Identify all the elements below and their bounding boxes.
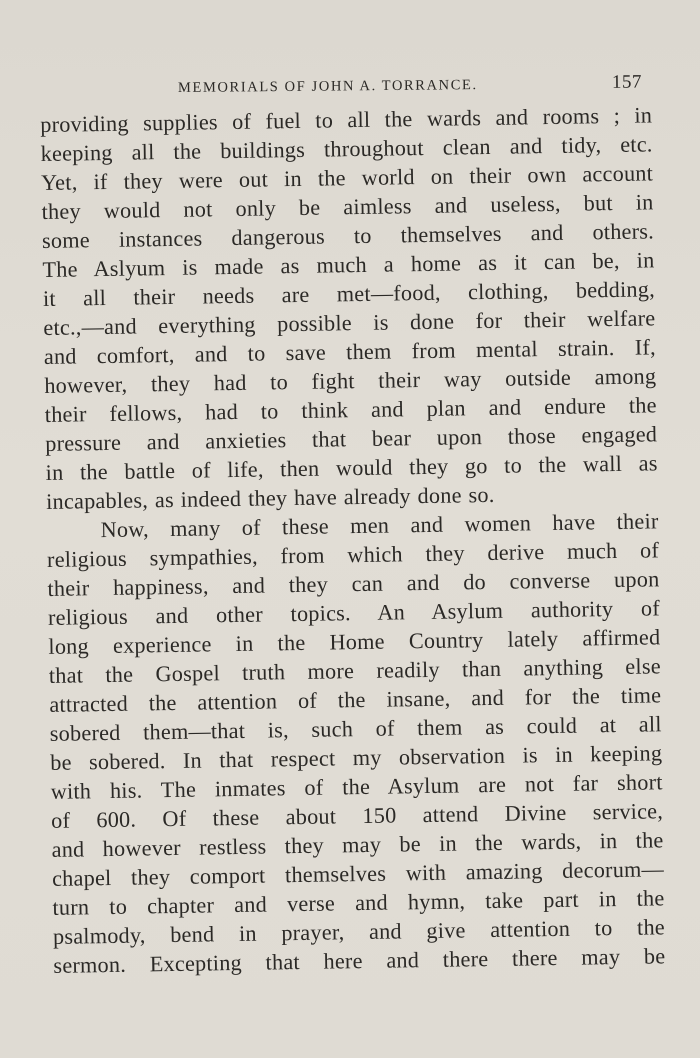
text-line: psalmody, bend in prayer, and give attention to the [52,914,666,949]
text-line: however, they had to fight their way outside among [44,363,657,398]
text-line: pressure and anxieties that bear upon those engaged [45,421,658,456]
paragraph-last-line: incapables, as indeed they have already done so. [45,481,495,514]
text-line: and comfort, and to save them from mental strain. If, [43,334,656,369]
text-line: of 600. Of these about 150 attend Divine service, [50,798,664,833]
text-line: in the battle of life, then would they go to the wall as [45,450,658,485]
text-line: providing supplies of fuel to all the wards and rooms ; in [40,102,653,137]
text-line: chapel they comport themselves with amazing decorum— [51,856,665,891]
text-line: The Aslyum is made as much a home as it can be, in [42,247,655,282]
paragraph-first-line: Now, many of these men and women have their [100,508,659,543]
text-line: it all their needs are met—food, clothing, bedding, [42,276,656,311]
text-line: sobered them—that is, such of them as could at all [49,711,662,746]
text-line: keeping all the buildings throughout clean and tidy, etc. [40,131,653,166]
text-line: some instances dangerous to themselves and others. [41,218,655,253]
text-line: Yet, if they were out in the world on their own account [40,160,654,195]
text-line: that the Gospel truth more readily than anything else [48,653,662,688]
running-title: MEMORIALS OF JOHN A. TORRANCE. [177,77,478,96]
text-line: their fellows, had to think and plan and endure the [44,392,657,427]
text-line: their happiness, and they can and do converse upon [47,566,660,601]
text-line: turn to chapter and verse and hymn, take part in the [52,885,665,920]
text-line: be sobered. In that respect my observation is in keeping [50,740,663,775]
text-line: attracted the attention of the insane, and for the time [49,682,662,717]
text-line: they would not only be aimless and useless, but in [41,189,654,224]
text-line: sermon. Excepting that here and there there may be [53,943,666,978]
text-line: etc.,—and everything possible is done for their welfare [43,305,656,340]
running-head [178,71,648,100]
text-line: and however restless they may be in the wards, in the [51,827,664,862]
text-line: religious and other topics. An Asylum authority of [47,595,661,630]
text-line: religious sympathies, from which they derive much of [46,537,660,572]
body-text [40,100,666,980]
text-line: long experience in the Home Country lately affirmed [48,624,661,659]
page-number: 157 [611,71,643,93]
text-line: with his. The inmates of the Asylum are not far short [50,769,663,804]
